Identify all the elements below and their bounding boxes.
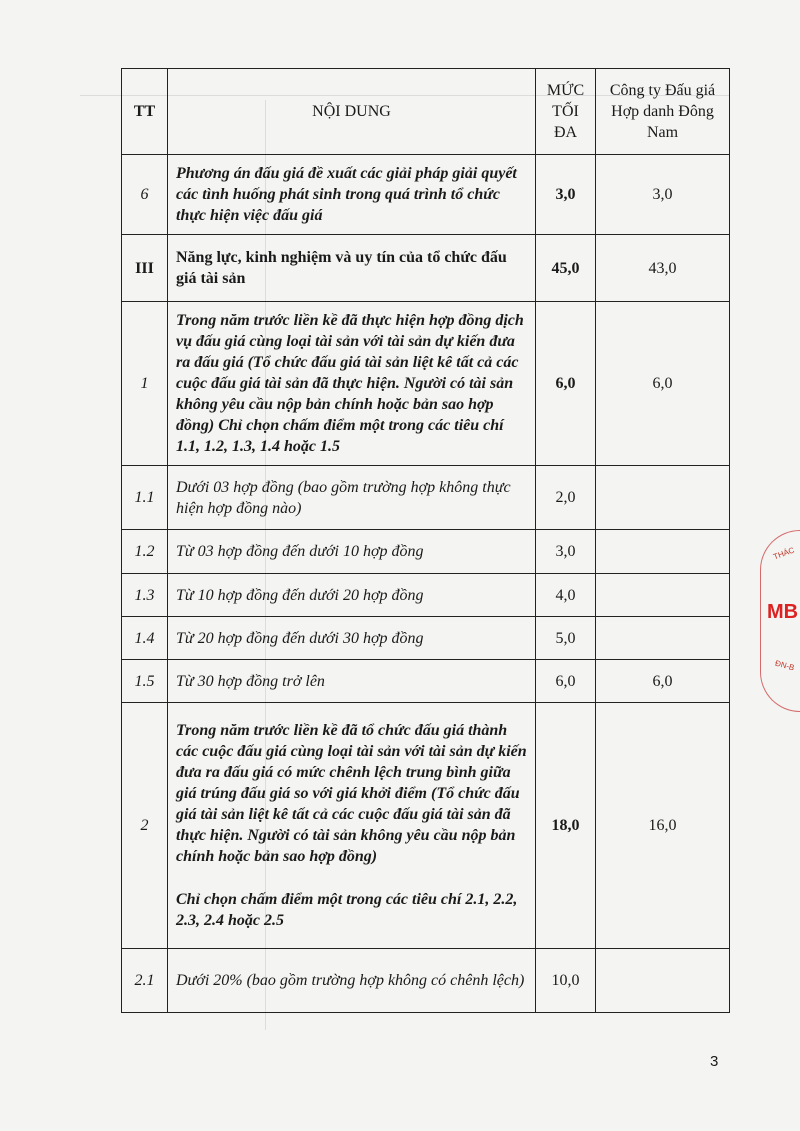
table-row bbox=[122, 703, 730, 949]
page-number: 3 bbox=[710, 1053, 719, 1070]
stamp-text-main: MB bbox=[767, 601, 799, 623]
row-tt: 1.3 bbox=[122, 574, 168, 617]
table-row bbox=[122, 466, 730, 530]
row-company-score: 16,0 bbox=[596, 703, 730, 949]
row-company-score bbox=[596, 574, 730, 617]
row-tt: 1.2 bbox=[122, 530, 168, 574]
table-row bbox=[122, 949, 730, 1013]
row-content: Trong năm trước liền kề đã tổ chức đấu giá thành các cuộc đấu giá cùng loại tài sản với tài sản dự kiến đưa ra đấu giá có mức chênh lệch trung bình giữa giá trúng đấu giá so với giá khởi điểm (Tổ chức đấu giá tài sản liệt kê tất cả các cuộc đấu giá tài sản đã thực hiện. Người có tài sản không yêu cầu nộp bản chính hoặc bản sao hợp đồng) bbox=[176, 722, 527, 865]
row-max-score: 6,0 bbox=[536, 302, 596, 466]
row-company-score bbox=[596, 949, 730, 1013]
row-content: Trong năm trước liền kề đã thực hiện hợp đồng dịch vụ đấu giá cùng loại tài sản với tài sản dự kiến đưa ra đấu giá (Tổ chức đấu giá tài sản liệt kê tất cả các cuộc đấu giá tài sản đã thực hiện. Người có tài sản không yêu cầu nộp bản chính hoặc bản sao hợp đồng) Chỉ chọn chấm điểm một trong các tiêu chí 1.1, 1.2, 1.3, 1.4 hoặc 1.5 bbox=[168, 302, 536, 466]
red-stamp bbox=[760, 530, 800, 712]
row-company-score: 6,0 bbox=[596, 660, 730, 703]
row-max-score: 2,0 bbox=[536, 466, 596, 530]
row-content: Từ 30 hợp đồng trở lên bbox=[168, 660, 536, 703]
table-header-row bbox=[122, 69, 730, 155]
row-company-score bbox=[596, 617, 730, 660]
row-max-score: 10,0 bbox=[536, 949, 596, 1013]
row-max-score: 6,0 bbox=[536, 660, 596, 703]
row-tt: 1.4 bbox=[122, 617, 168, 660]
table-row bbox=[122, 155, 730, 235]
row-company-score: 3,0 bbox=[596, 155, 730, 235]
row-content: Từ 10 hợp đồng đến dưới 20 hợp đồng bbox=[168, 574, 536, 617]
table-row bbox=[122, 530, 730, 574]
row-content: Từ 20 hợp đồng đến dưới 30 hợp đồng bbox=[168, 617, 536, 660]
row-max-score: 3,0 bbox=[536, 530, 596, 574]
row-tt: 2 bbox=[122, 703, 168, 949]
row-company-score bbox=[596, 466, 730, 530]
table-row bbox=[122, 574, 730, 617]
row-content-cell bbox=[168, 703, 536, 949]
stamp-text-bottom: ĐN-B bbox=[774, 658, 796, 673]
table-row bbox=[122, 660, 730, 703]
row-company-score bbox=[596, 530, 730, 574]
row-content: Phương án đấu giá đề xuất các giải pháp giải quyết các tình huống phát sinh trong quá trình tổ chức thực hiện việc đấu giá bbox=[168, 155, 536, 235]
row-company-score: 6,0 bbox=[596, 302, 730, 466]
row-max-score: 45,0 bbox=[536, 235, 596, 302]
row-max-score: 18,0 bbox=[536, 703, 596, 949]
row-content: Dưới 03 hợp đồng (bao gồm trường hợp không thực hiện hợp đồng nào) bbox=[168, 466, 536, 530]
header-tt: TT bbox=[122, 69, 168, 155]
header-max-score: MỨC TỐI ĐA bbox=[536, 69, 596, 155]
row-content-note: Chỉ chọn chấm điểm một trong các tiêu chí 2.1, 2.2, 2.3, 2.4 hoặc 2.5 bbox=[176, 891, 518, 929]
row-company-score: 43,0 bbox=[596, 235, 730, 302]
scoring-table bbox=[121, 68, 730, 1013]
row-content: Năng lực, kinh nghiệm và uy tín của tổ chức đấu giá tài sản bbox=[168, 235, 536, 302]
row-content: Dưới 20% (bao gồm trường hợp không có chênh lệch) bbox=[168, 949, 536, 1013]
row-max-score: 4,0 bbox=[536, 574, 596, 617]
header-content: NỘI DUNG bbox=[168, 69, 536, 155]
row-tt: 2.1 bbox=[122, 949, 168, 1013]
header-company: Công ty Đấu giá Hợp danh Đông Nam bbox=[596, 69, 730, 155]
row-max-score: 5,0 bbox=[536, 617, 596, 660]
row-tt: 1 bbox=[122, 302, 168, 466]
table-row bbox=[122, 617, 730, 660]
table-row bbox=[122, 302, 730, 466]
row-tt: 6 bbox=[122, 155, 168, 235]
row-tt: 1.1 bbox=[122, 466, 168, 530]
row-content: Từ 03 hợp đồng đến dưới 10 hợp đồng bbox=[168, 530, 536, 574]
row-tt: III bbox=[122, 235, 168, 302]
row-max-score: 3,0 bbox=[536, 155, 596, 235]
table-row bbox=[122, 235, 730, 302]
stamp-text-top: THÁC bbox=[772, 545, 796, 562]
row-tt: 1.5 bbox=[122, 660, 168, 703]
